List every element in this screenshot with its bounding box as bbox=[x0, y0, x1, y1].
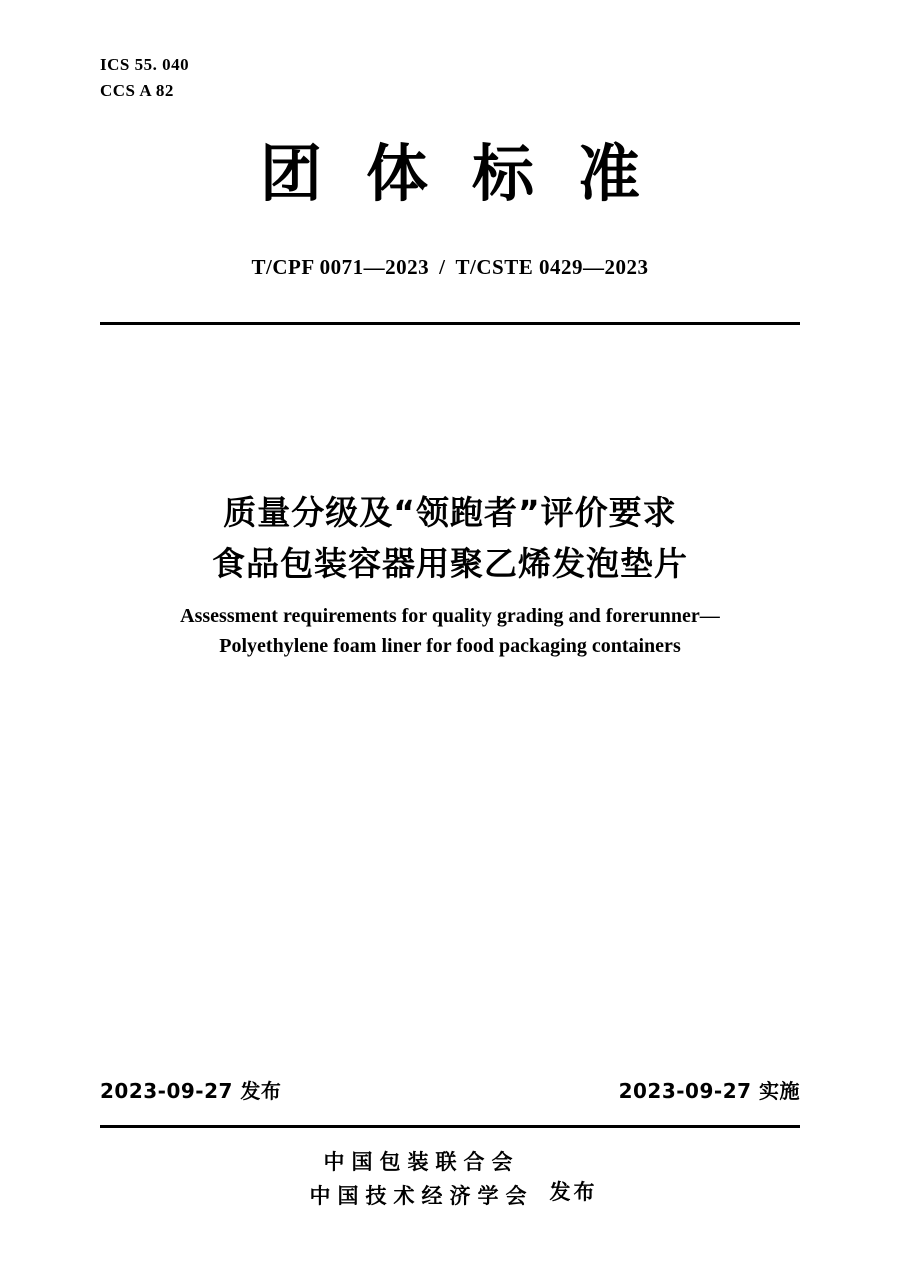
standard-number-primary: T/CPF 0071—2023 bbox=[251, 255, 430, 279]
divider-bottom bbox=[100, 1125, 800, 1128]
standard-number-separator: / bbox=[439, 255, 446, 279]
issue-date: 2023-09-27 发布 bbox=[100, 1079, 282, 1103]
ics-code: ICS 55. 040 bbox=[100, 55, 190, 74]
english-title-line-1: Assessment requirements for quality grading and forerunner— bbox=[180, 605, 720, 628]
english-title-line-2: Polyethylene foam liner for food packaging containers bbox=[219, 635, 681, 658]
document-type-title: 团体标准 bbox=[259, 137, 684, 210]
standard-number-secondary: T/CSTE 0429—2023 bbox=[455, 255, 649, 279]
date-row bbox=[100, 1075, 800, 1104]
publisher-org-2: 中国技术经济学会 bbox=[309, 1183, 534, 1208]
title-block bbox=[0, 487, 900, 661]
publisher-verb: 发布 bbox=[549, 1179, 598, 1204]
chinese-title-line-1: 质量分级及“领跑者”评价要求 bbox=[223, 493, 677, 532]
divider-top bbox=[100, 322, 800, 325]
chinese-title-line-2: 食品包装容器用聚乙烯发泡垫片 bbox=[212, 544, 688, 584]
standard-number-row bbox=[0, 255, 900, 280]
publisher-org-1: 中国包装联合会 bbox=[323, 1150, 520, 1174]
publisher-block bbox=[0, 1146, 900, 1213]
publisher-names bbox=[303, 1146, 534, 1213]
ccs-code: CCS A 82 bbox=[100, 81, 174, 101]
classification-codes bbox=[100, 52, 189, 105]
effective-date: 2023-09-27 实施 bbox=[618, 1079, 800, 1103]
